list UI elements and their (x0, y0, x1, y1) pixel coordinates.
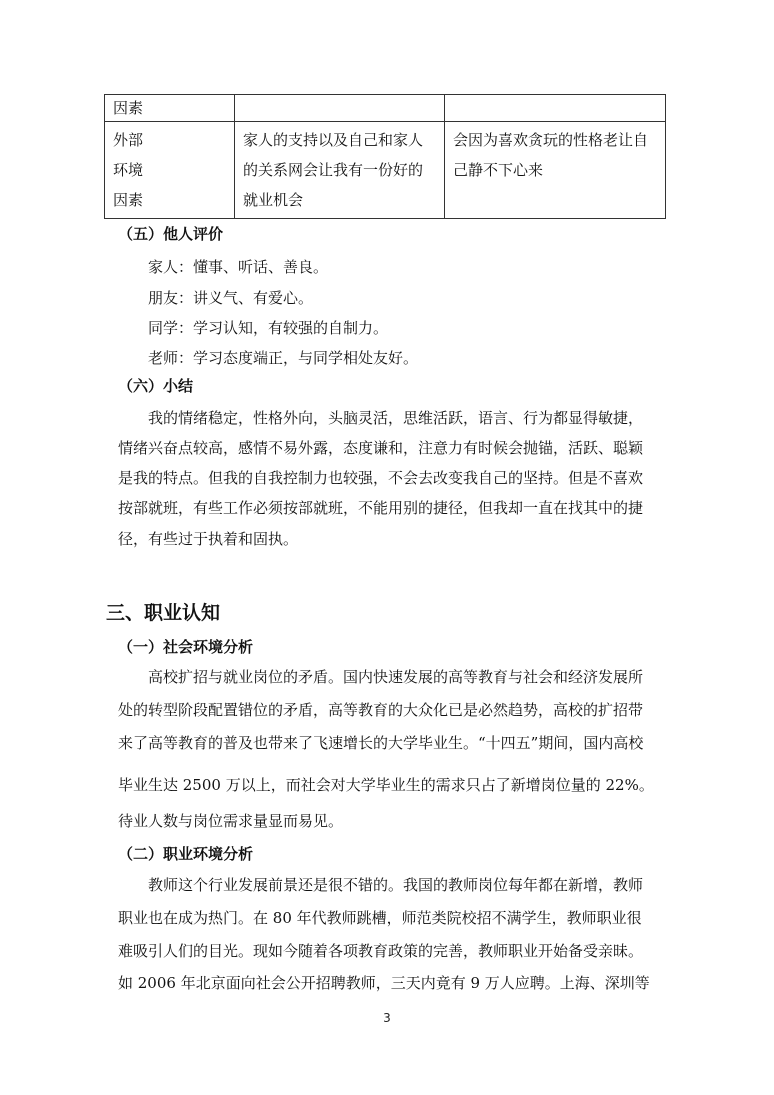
table-cell-disadvantage: 会因为喜欢贪玩的性格老让自己静不下心来 (445, 122, 666, 219)
table-cell (445, 95, 666, 122)
paragraph-line: 毕业生达 2500 万以上，而社会对大学毕业生的需求只占了新增岗位量的 22%。 (118, 776, 654, 794)
summary-line: 径，有些过于执着和固执。 (118, 530, 299, 548)
paragraph-line: 职业也在成为热门。在 80 年代教师跳槽，师范类院校招不满学生，教师职业很 (118, 909, 642, 927)
paragraph-line: 难吸引人们的目光。现如今随着各项教育政策的完善，教师职业开始备受亲昧。 (118, 942, 644, 960)
table-row (105, 122, 666, 219)
paragraph-line: 高校扩招与就业岗位的矛盾。国内快速发展的高等教育与社会和经济发展所 (148, 668, 644, 686)
summary-line: 情绪兴奋点较高，感情不易外露，态度谦和，注意力有时候会抛锚，活跃、聪颖 (118, 439, 644, 457)
evaluation-item: 家人：懂事、听话、善良。 (148, 258, 329, 276)
label-line: 环境 (113, 161, 144, 179)
section-heading: （二）职业环境分析 (118, 845, 254, 863)
label-line: 因素 (113, 191, 144, 209)
paragraph-line: 教师这个行业发展前景还是很不错的。我国的教师岗位每年都在新增，教师 (148, 876, 644, 894)
paragraph-line: 待业人数与岗位需求量显而易见。 (118, 812, 344, 830)
factor-table (104, 94, 666, 219)
paragraph-line: 如 2006 年北京面向社会公开招聘教师，三天内竟有 9 万人应聘。上海、深圳等 (118, 974, 650, 992)
section-heading: （六）小结 (118, 377, 194, 395)
section-heading: （一）社会环境分析 (118, 638, 254, 656)
summary-line: 按部就班，有些工作必须按部就班，不能用别的捷径，但我却一直在找其中的捷 (118, 499, 644, 517)
page-number: 3 (383, 1011, 391, 1025)
table-cell (235, 95, 445, 122)
paragraph-line: 来了高等教育的普及也带来了飞速增长的大学毕业生。“十四五”期间，国内高校 (118, 734, 644, 752)
evaluation-item: 老师：学习态度端正，与同学相处友好。 (148, 349, 419, 367)
table-cell-label (105, 122, 235, 219)
table-cell-advantage: 家人的支持以及自己和家人的关系网会让我有一份好的就业机会 (235, 122, 445, 219)
chapter-heading: 三、职业认知 (106, 602, 221, 624)
label-line: 外部 (113, 131, 144, 149)
evaluation-item: 同学：学习认知，有较强的自制力。 (148, 319, 389, 337)
summary-line: 是我的特点。但我的自我控制力也较强，不会去改变我自己的坚持。但是不喜欢 (118, 469, 644, 487)
table-row (105, 95, 666, 122)
summary-line: 我的情绪稳定，性格外向，头脑灵活，思维活跃，语言、行为都显得敏捷， (148, 409, 644, 427)
evaluation-item: 朋友：讲义气、有爱心。 (148, 289, 314, 307)
table-cell-label: 因素 (105, 95, 235, 122)
section-heading: （五）他人评价 (118, 225, 224, 243)
paragraph-line: 处的转型阶段配置错位的矛盾，高等教育的大众化已是必然趋势，高校的扩招带 (118, 701, 644, 719)
